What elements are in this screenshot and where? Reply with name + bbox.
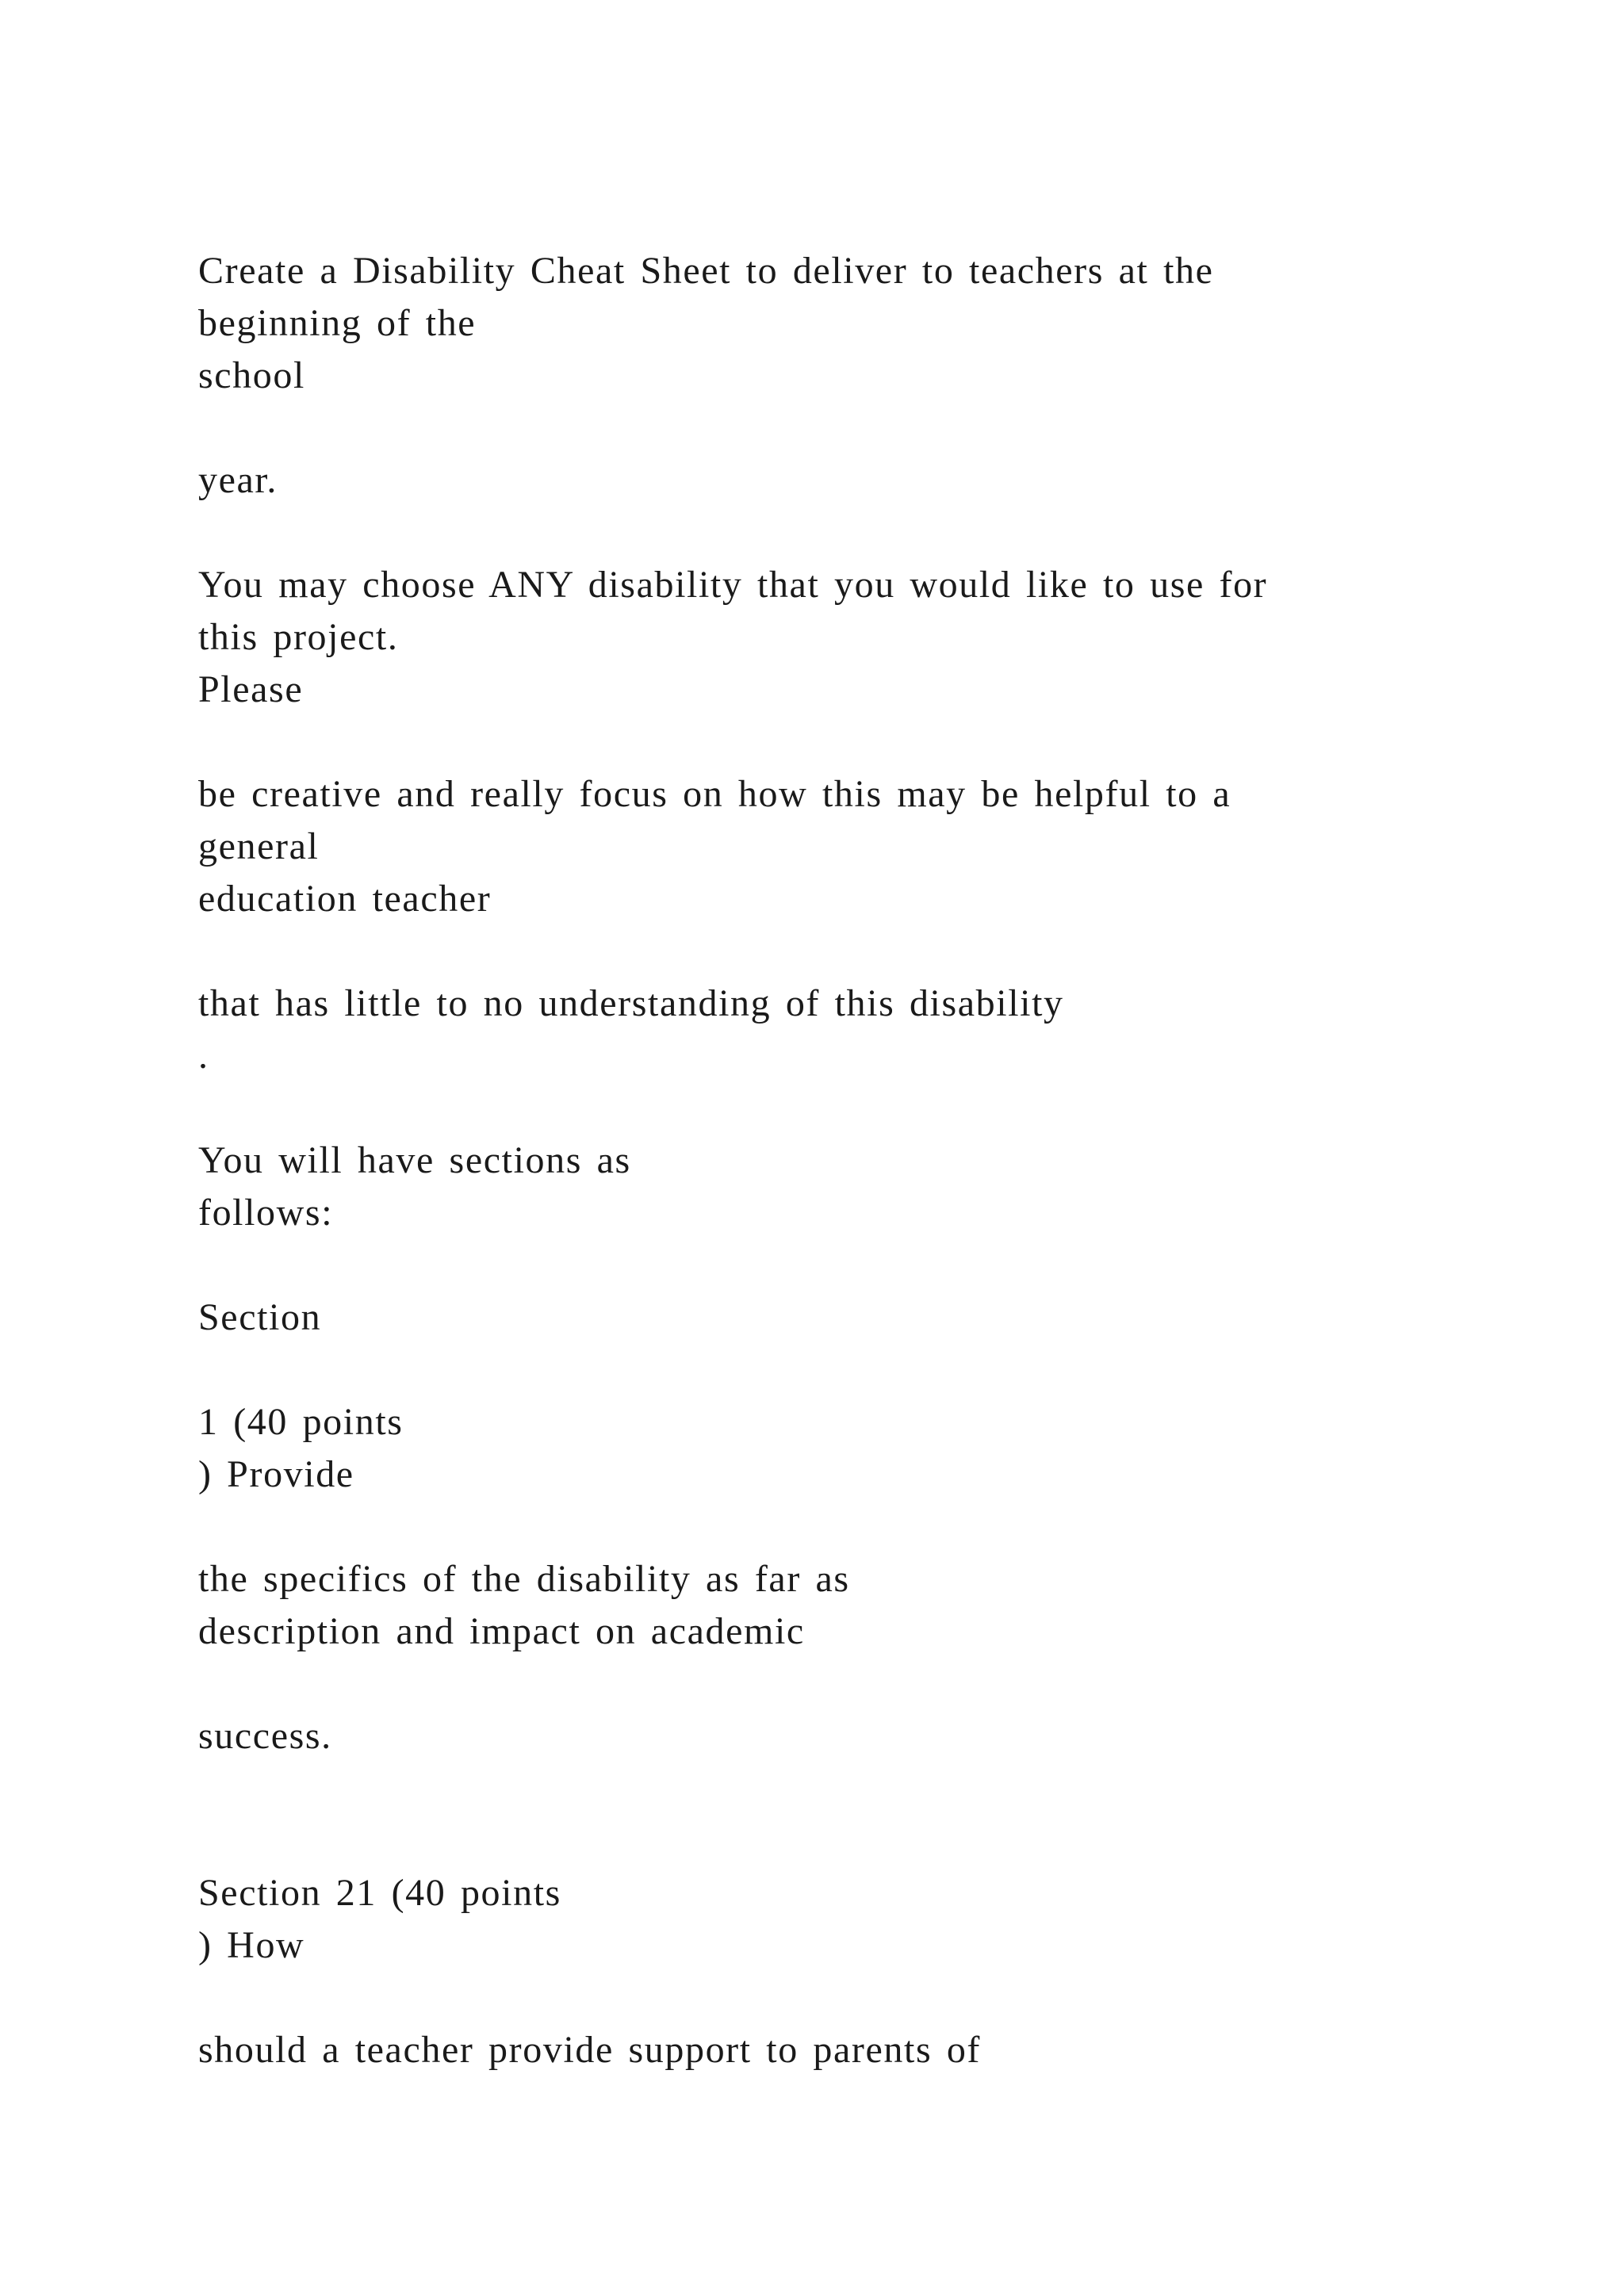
text-line: beginning of the xyxy=(198,302,477,344)
text-line: year. xyxy=(198,459,278,501)
text-line: . xyxy=(198,1035,209,1077)
text-line: description and impact on academic xyxy=(198,1610,805,1652)
text-line: follows: xyxy=(198,1192,334,1234)
text-line: Section xyxy=(198,1296,322,1338)
text-line: You may choose ANY disability that you would like to use for xyxy=(198,564,1268,606)
text-line: You will have sections as xyxy=(198,1139,631,1181)
text-line: this project. xyxy=(198,616,399,658)
text-line: should a teacher provide support to parents of xyxy=(198,2029,982,2071)
text-line: Section 21 (40 points xyxy=(198,1872,561,1914)
text-line: Create a Disability Cheat Sheet to deliver to teachers at the xyxy=(198,250,1214,292)
text-line: ) How xyxy=(198,1924,305,1966)
text-line: 1 (40 points xyxy=(198,1401,404,1443)
text-line: ) Provide xyxy=(198,1453,354,1495)
text-line: the specifics of the disability as far as xyxy=(198,1558,850,1600)
text-line: general xyxy=(198,825,320,867)
text-line: education teacher xyxy=(198,878,492,920)
text-line: Please xyxy=(198,668,304,710)
text-line: that has little to no understanding of this disability xyxy=(198,982,1064,1024)
text-line: be creative and really focus on how this may be helpful to a xyxy=(198,773,1231,815)
text-line: school xyxy=(198,354,305,396)
text-line: success. xyxy=(198,1715,332,1757)
